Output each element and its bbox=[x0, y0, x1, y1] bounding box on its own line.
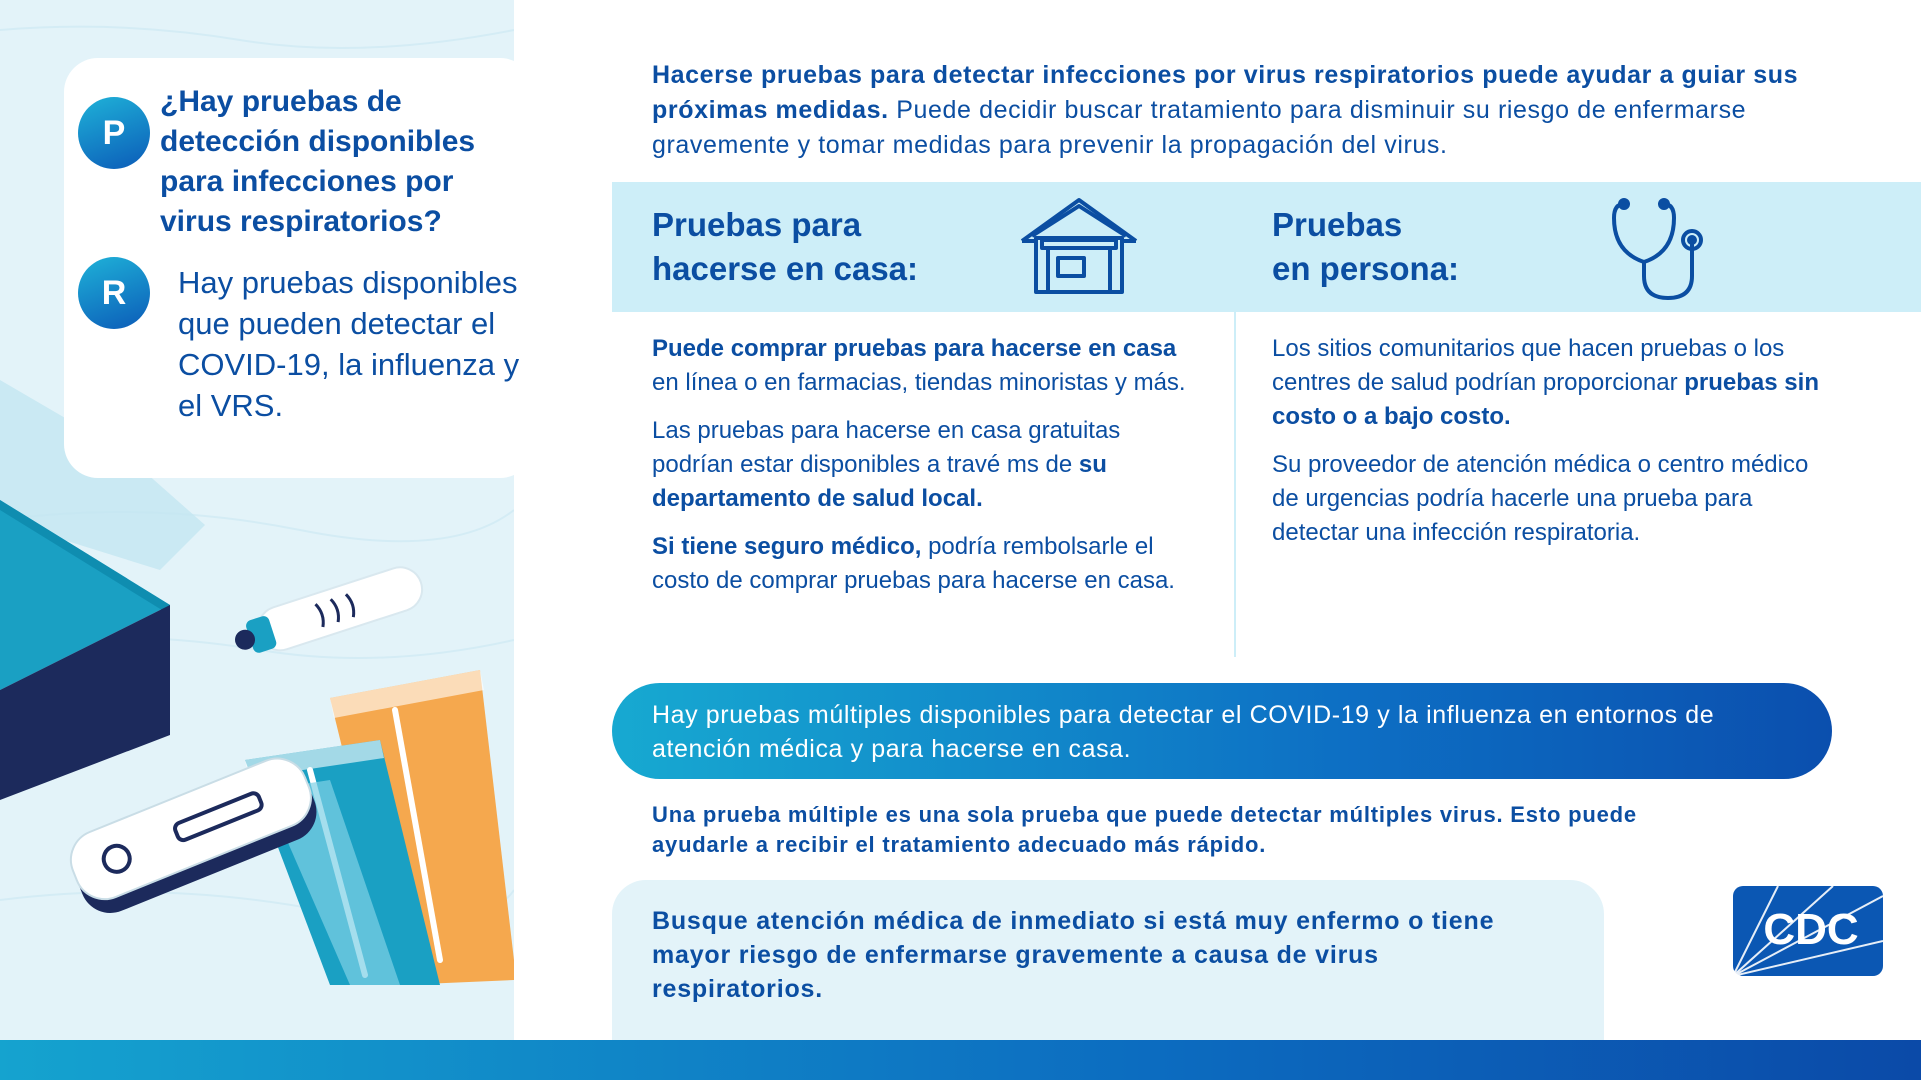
answer-badge: R bbox=[78, 257, 150, 329]
in-person-tests-text bbox=[1272, 332, 1832, 564]
in-person-paragraph-2: Su proveedor de atención médica o centro médico de urgencias podría hacerle una prueba para detectar una infección respiratoria. bbox=[1272, 451, 1809, 546]
care-text: Busque atención médica de inmediato si está muy enfermo o tiene mayor riesgo de enfermarse gravemente a causa de virus respiratorios. bbox=[652, 907, 1495, 1003]
in-person-p1-bold: pruebas sin costo o a bajo costo. bbox=[1272, 369, 1819, 430]
house-icon bbox=[1018, 196, 1140, 296]
bottom-bar bbox=[0, 1040, 1921, 1080]
home-tests-title-line2: hacerse en casa: bbox=[652, 250, 919, 287]
question-text: ¿Hay pruebas de detección disponibles para infecciones por virus respiratorios? bbox=[160, 85, 476, 238]
home-tests-title bbox=[652, 203, 918, 291]
home-tests-p2-bold: su departamento de salud local. bbox=[652, 451, 1107, 512]
answer-text: Hay pruebas disponibles que pueden detectar el COVID-19, la influenza y el VRS. bbox=[178, 265, 520, 423]
in-person-tests-title-line1: Pruebas bbox=[1272, 206, 1403, 243]
home-tests-p3-bold: Si tiene seguro médico, bbox=[652, 533, 922, 560]
cdc-logo bbox=[1733, 886, 1883, 976]
home-tests-paragraph-2 bbox=[652, 414, 1192, 516]
question-badge: P bbox=[78, 97, 150, 169]
intro-paragraph bbox=[652, 58, 1872, 163]
home-tests-text bbox=[652, 332, 1192, 612]
home-tests-p1-rest: en línea o en farmacias, tiendas minoristas y más. bbox=[652, 369, 1186, 396]
in-person-tests-title-line2: en persona: bbox=[1272, 250, 1460, 287]
in-person-tests-title bbox=[1272, 203, 1459, 291]
home-tests-p2-rest: Las pruebas para hacerse en casa gratuitas podrían estar disponibles a travé ms de bbox=[652, 417, 1121, 478]
column-divider bbox=[1234, 312, 1236, 657]
intro-bold: Hacerse pruebas para detectar infecciones por virus respiratorios puede ayudar a guiar sus próximas medidas. bbox=[652, 61, 1799, 124]
intro-normal: Puede decidir buscar tratamiento para disminuir su riesgo de enfermarse gravemente y tomar medidas para prevenir la propagación del virus. bbox=[652, 96, 1747, 159]
in-person-p1-rest: Los sitios comunitarios que hacen pruebas o los centres de salud podrían proporcionar bbox=[1272, 335, 1785, 396]
home-tests-paragraph-1 bbox=[652, 332, 1192, 400]
home-tests-title-line1: Pruebas para bbox=[652, 206, 862, 243]
home-tests-paragraph-3 bbox=[652, 530, 1192, 598]
in-person-paragraph-1 bbox=[1272, 332, 1832, 434]
home-tests-p3-rest: podría rembolsarle el costo de comprar pruebas para hacerse en casa. bbox=[652, 533, 1175, 594]
cdc-logo-text: CDC bbox=[1763, 905, 1859, 954]
stethoscope-icon bbox=[1610, 194, 1710, 304]
multiplex-banner: Hay pruebas múltiples disponibles para detectar el COVID-19 y la influenza en entornos de atención médica y para hacerse en casa. bbox=[612, 683, 1832, 779]
multiplex-note: Una prueba múltiple es una sola prueba que puede detectar múltiples virus. Esto puede ayudarle a recibir el tratamiento adecuado más rápido. bbox=[652, 802, 1637, 857]
home-tests-p1-bold: Puede comprar pruebas para hacerse en casa bbox=[652, 335, 1177, 362]
